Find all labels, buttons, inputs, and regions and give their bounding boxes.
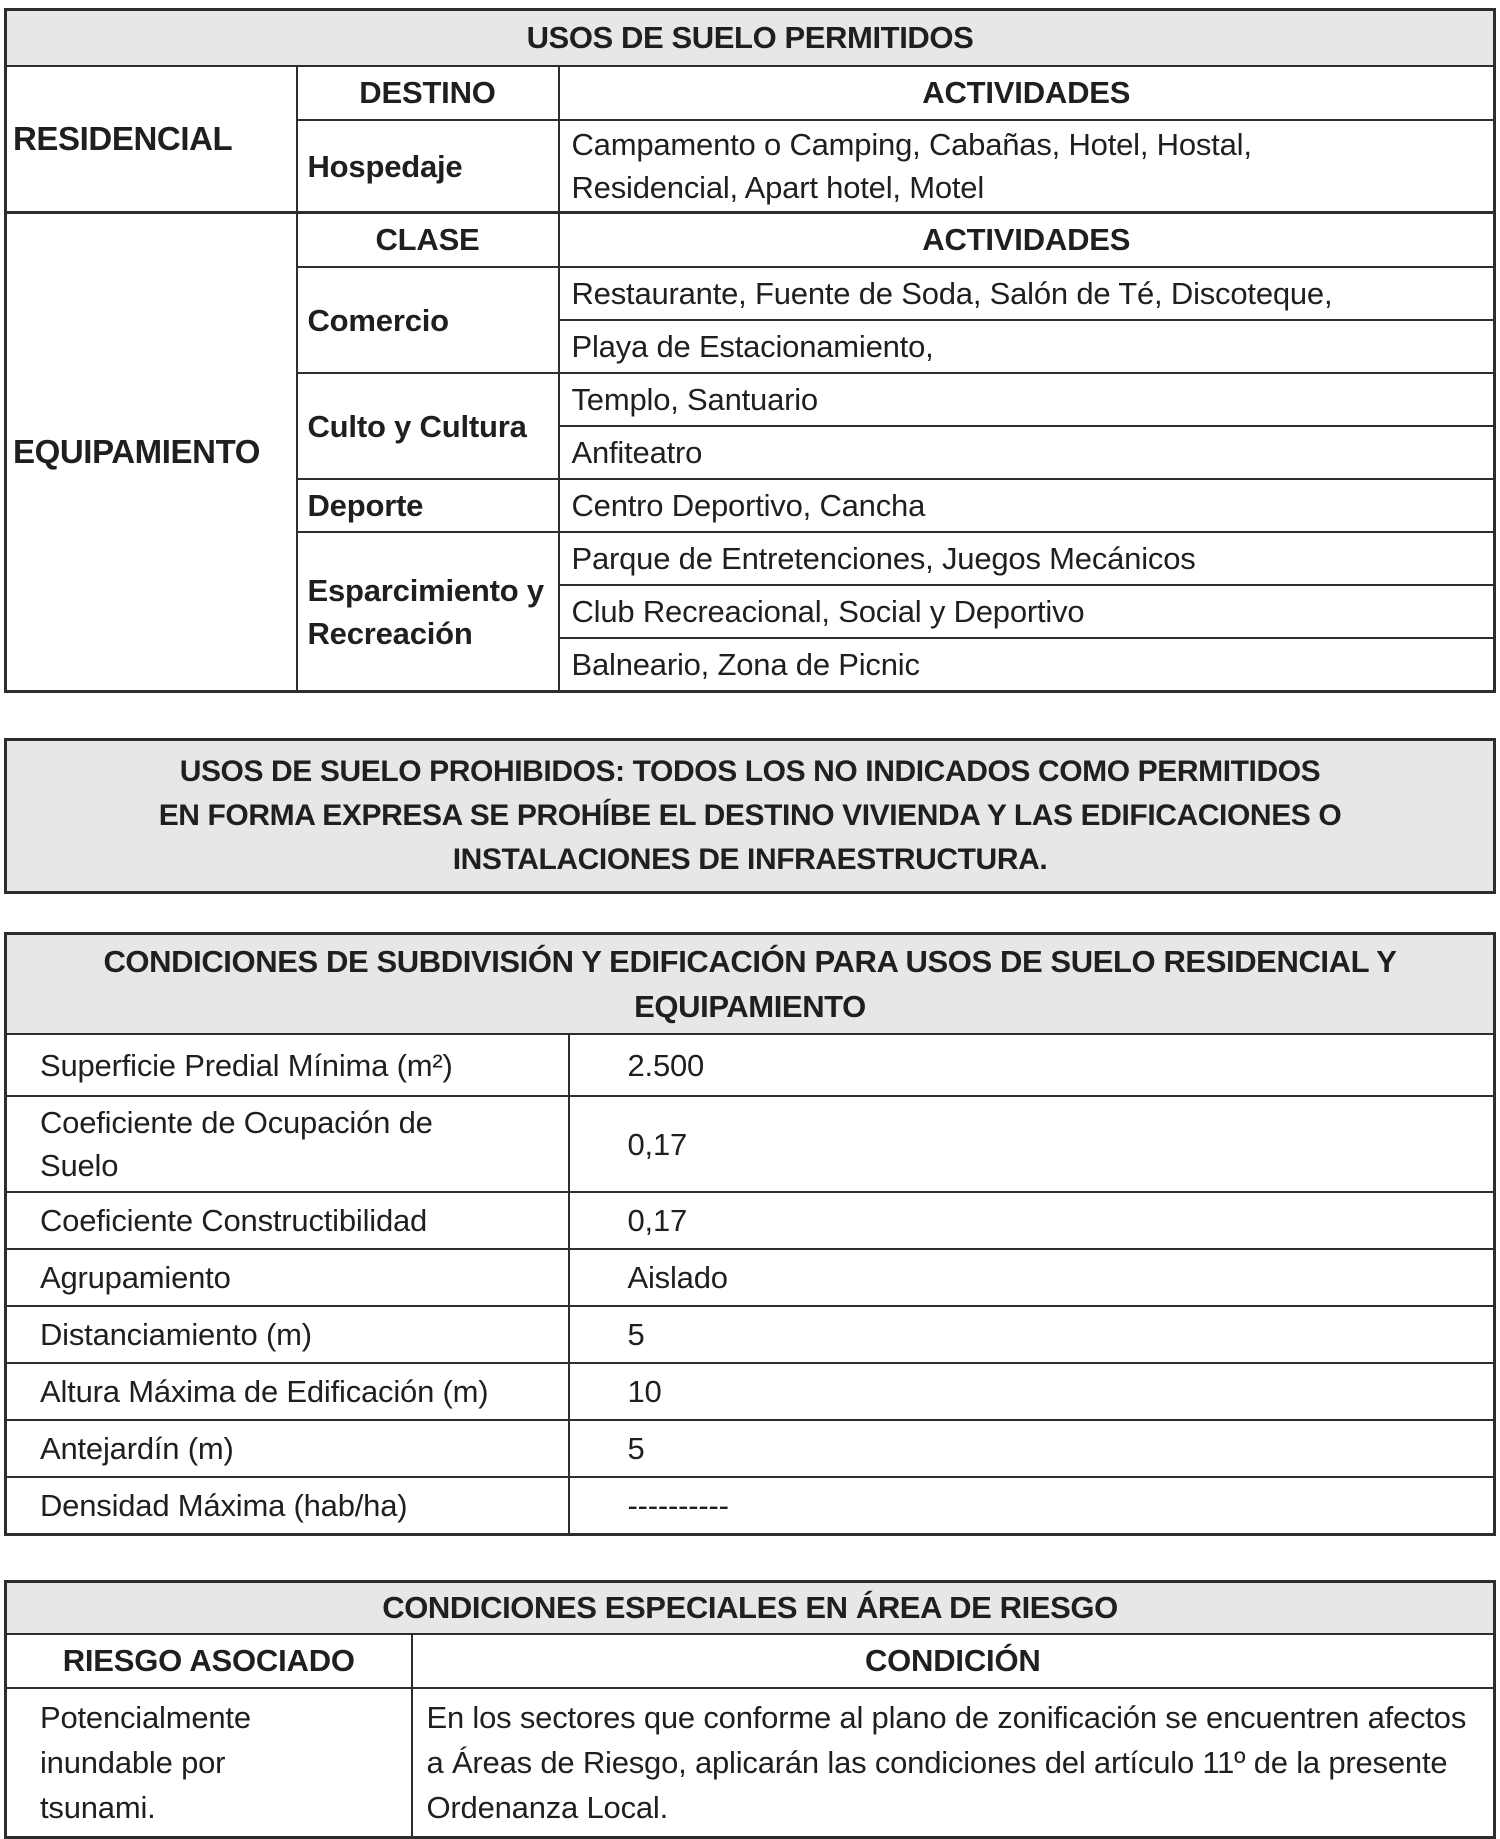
risk-area-table [4,1580,1496,1839]
comercio-activity-2: Playa de Estacionamiento, [559,320,1495,373]
risk-label-tsunami: Potencialmente inundable por tsunami. [6,1688,412,1838]
conditions-title-line-2: EQUIPAMIENTO [634,989,866,1024]
prohibited-notice-line-3: INSTALACIONES DE INFRAESTRUCTURA. [452,843,1048,876]
deporte-activity-1: Centro Deportivo, Cancha [559,479,1495,532]
clase-comercio: Comercio [297,267,559,373]
condition-value-distanciamiento: 5 [569,1306,1495,1363]
prohibited-notice-line-2: EN FORMA EXPRESA SE PROHÍBE EL DESTINO VIVIENDA Y LAS EDIFICACIONES O [158,799,1342,832]
condition-label-antejardin: Antejardín (m) [6,1420,569,1477]
clase-esparcimiento-recreacion: Esparcimiento y Recreación [297,532,559,692]
condicion-column-header: CONDICIÓN [412,1634,1495,1688]
condition-label-superficie: Superficie Predial Mínima (m²) [6,1034,569,1096]
condition-label-constructibilidad: Coeficiente Constructibilidad [6,1192,569,1249]
destino-column-header: DESTINO [297,66,559,120]
condition-row-agrupamiento [6,1249,1495,1306]
actividades-column-header-residencial: ACTIVIDADES [559,66,1495,120]
hospedaje-activities: Campamento o Camping, Cabañas, Hotel, Hostal, Residencial, Apart hotel, Motel [559,120,1495,213]
prohibited-notice-line-1: USOS DE SUELO PROHIBIDOS: TODOS LOS NO INDICADOS COMO PERMITIDOS [179,755,1321,788]
culto-activity-2: Anfiteatro [559,426,1495,479]
permitted-uses-table [4,8,1496,693]
permitted-title-row [6,10,1495,67]
category-equipamiento: EQUIPAMIENTO [6,213,297,692]
condition-value-densidad: ---------- [569,1477,1495,1535]
actividades-column-header-equipamiento: ACTIVIDADES [559,213,1495,268]
condition-value-altura: 10 [569,1363,1495,1420]
equipamiento-header-row [6,213,1495,268]
condition-row-altura [6,1363,1495,1420]
conditions-table-title [6,934,1495,1035]
risk-table-title: CONDICIONES ESPECIALES EN ÁREA DE RIESGO [6,1582,1495,1635]
esparcimiento-activity-3: Balneario, Zona de Picnic [559,638,1495,692]
permitted-table-title: USOS DE SUELO PERMITIDOS [6,10,1495,67]
conditions-title-line-1: CONDICIONES DE SUBDIVISIÓN Y EDIFICACIÓN PARA USOS DE SUELO RESIDENCIAL Y [103,944,1397,979]
esparcimiento-activity-2: Club Recreacional, Social y Deportivo [559,585,1495,638]
condition-value-superficie: 2.500 [569,1034,1495,1096]
prohibited-uses-notice [4,738,1496,894]
residencial-header-row [6,66,1495,120]
conditions-title-row [6,934,1495,1035]
condition-value-constructibilidad: 0,17 [569,1192,1495,1249]
condition-label-altura: Altura Máxima de Edificación (m) [6,1363,569,1420]
subdivision-conditions-table [4,932,1496,1536]
condition-row-distanciamiento [6,1306,1495,1363]
condition-value-ocupacion: 0,17 [569,1096,1495,1192]
risk-title-row [6,1582,1495,1635]
condition-label-densidad: Densidad Máxima (hab/ha) [6,1477,569,1535]
culto-activity-1: Templo, Santuario [559,373,1495,426]
condition-value-agrupamiento: Aislado [569,1249,1495,1306]
condition-value-antejardin: 5 [569,1420,1495,1477]
riesgo-column-header: RIESGO ASOCIADO [6,1634,412,1688]
condition-label-ocupacion: Coeficiente de Ocupación de Suelo [6,1096,569,1192]
risk-condition-tsunami: En los sectores que conforme al plano de zonificación se encuentren afectos a Áreas de Riesgo, aplicarán las condiciones del artículo 11º de la presente Ordenanza Local. [412,1688,1495,1838]
condition-row-antejardin [6,1420,1495,1477]
clase-culto-y-cultura: Culto y Cultura [297,373,559,479]
condition-row-ocupacion [6,1096,1495,1192]
clase-column-header: CLASE [297,213,559,268]
clase-deporte: Deporte [297,479,559,532]
risk-row-tsunami [6,1688,1495,1838]
condition-label-distanciamiento: Distanciamiento (m) [6,1306,569,1363]
risk-header-row [6,1634,1495,1688]
condition-row-densidad [6,1477,1495,1535]
condition-label-agrupamiento: Agrupamiento [6,1249,569,1306]
comercio-activity-1: Restaurante, Fuente de Soda, Salón de Té, Discoteque, [559,267,1495,320]
condition-row-superficie [6,1034,1495,1096]
esparcimiento-activity-1: Parque de Entretenciones, Juegos Mecánicos [559,532,1495,585]
destino-hospedaje: Hospedaje [297,120,559,213]
condition-row-constructibilidad [6,1192,1495,1249]
category-residencial: RESIDENCIAL [6,66,297,213]
